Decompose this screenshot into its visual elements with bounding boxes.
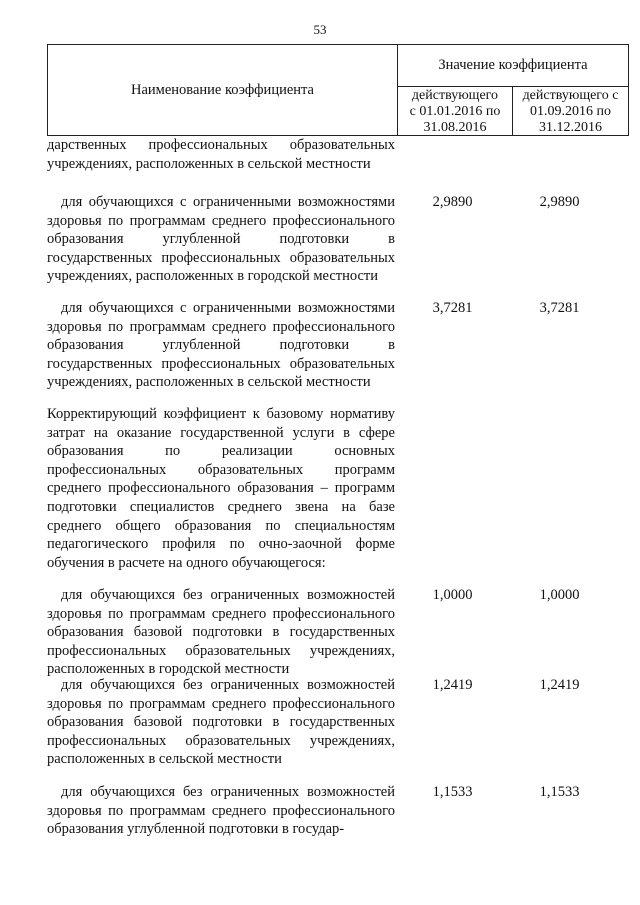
table-cell-value-period-2: 3,7281: [539, 300, 580, 316]
table-row-text: для обучающихся с ограниченными возможностями здоровья по программам среднего профессионального образования углубленной подготовки в государственных профессиональных образовательных учреждениях, расположенных в городской местности: [47, 194, 395, 285]
table-row-text: для обучающихся с ограниченными возможностями здоровья по программам среднего профессионального образования углубленной подготовки в государственных профессиональных образовательных учреждениях, расположенных в сельской местности: [47, 300, 395, 391]
table-cell-value-period-1: 1,0000: [432, 587, 473, 603]
table-cell-value-period-2: 1,0000: [539, 587, 580, 603]
table-cell-value-period-2: 2,9890: [539, 194, 580, 210]
table-cell-value-period-1: 3,7281: [432, 300, 473, 316]
table-header: [47, 44, 629, 136]
column-header-period-1: действующего с 01.01.2016 по 31.08.2016: [398, 87, 513, 135]
column-header-coefficient-value: Значение коэффициента: [398, 45, 628, 87]
column-header-coefficient-name: Наименование коэффициента: [48, 45, 398, 135]
table-row-text: для обучающихся без ограниченных возможностей здоровья по программам среднего профессионального образования базовой подготовки в государственных профессиональных образовательных учреждениях, расположенных в городской местности: [47, 587, 395, 678]
section-heading-text: Корректирующий коэффициент к базовому нормативу затрат на оказание государственной услуги в сфере образования по реализации основных профессиональных образовательных программ среднего профессионального образования – программ подготовки специалистов среднего звена на базе среднего общего образования по специальностям педагогического профиля по очно-заочной форме обучения в расчете на одного обучающегося:: [47, 406, 395, 571]
table-row-text: для обучающихся без ограниченных возможностей здоровья по программам среднего профессионального образования углубленной подготовки в государ-: [47, 784, 395, 838]
column-header-period-2: действующего с 01.09.2016 по 31.12.2016: [522, 88, 619, 135]
table-cell-value-period-1: 1,2419: [432, 677, 473, 693]
table-cell-value-period-2: 1,1533: [539, 784, 580, 800]
table-cell-value-period-1: 1,1533: [432, 784, 473, 800]
table-cell-value-period-1: 2,9890: [432, 194, 473, 210]
page-number: 53: [313, 22, 327, 37]
table-row-text: для обучающихся без ограниченных возможностей здоровья по программам среднего профессионального образования базовой подготовки в государственных профессиональных образовательных учреждениях, расположенных в сельской местности: [47, 677, 395, 768]
table-cell-value-period-2: 1,2419: [539, 677, 580, 693]
table-row-text: дарственных профессиональных образовательных учреждениях, расположенных в сельской местности: [47, 137, 395, 172]
